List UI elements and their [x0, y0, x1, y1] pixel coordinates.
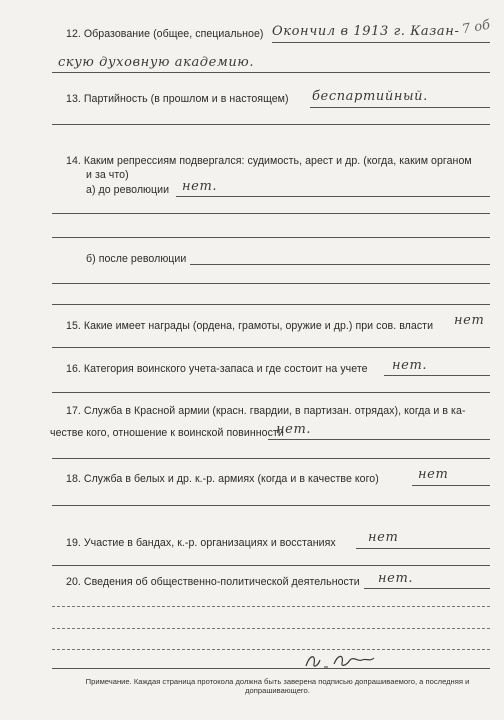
q13-answer: беспартийный. [312, 89, 428, 104]
q15-answer: нет [454, 313, 485, 328]
q12-answer-line1: Окончил в 1913 г. Казан- [272, 24, 460, 39]
q14-after-answer-line [190, 264, 490, 265]
q14-after-label: б) после революции [86, 253, 187, 265]
q14-label-line1: 14. Каким репрессиям подвергался: судимость, арест и др. (когда, каким органом [66, 155, 472, 167]
q20-label: 20. Сведения об общественно-политической деятельности [66, 576, 360, 588]
q20-line-a [52, 606, 490, 607]
q18-answer-line [412, 485, 490, 486]
q18-line [52, 505, 490, 506]
q17-label-line1: 17. Служба в Красной армии (красн. гвардии, в партизан. отрядах), когда и в ка- [66, 405, 466, 417]
q14-before-label: а) до революции [86, 184, 170, 196]
q17-label-line2: честве кого, отношение к воинской повинности [50, 427, 284, 439]
q19-line [52, 565, 490, 566]
q20-line-d [52, 668, 490, 669]
q19-answer: нет [368, 530, 399, 545]
q13-line-2 [52, 124, 490, 125]
q20-line-b [52, 628, 490, 629]
q14-before-answer-line [176, 196, 490, 197]
q20-line-c [52, 649, 490, 650]
q19-answer-line [356, 548, 490, 549]
page-number: 7 об [460, 17, 492, 38]
q18-answer: нет [418, 467, 449, 482]
q17-line [52, 458, 490, 459]
q12-answer-line2: скую духовную академию. [58, 55, 255, 70]
q12-label: 12. Образование (общее, специальное) [66, 28, 264, 40]
q15-line [52, 347, 490, 348]
q16-label: 16. Категория воинского учета-запаса и где состоит на учете [66, 363, 368, 375]
q20-answer: нет. [378, 571, 414, 586]
q13-label: 13. Партийность (в прошлом и в настоящем) [66, 93, 289, 105]
q16-answer: нет. [392, 358, 428, 373]
q13-answer-line [310, 107, 490, 108]
q14-label-line2: и за что) [86, 169, 129, 181]
q14-line-a [52, 213, 490, 214]
q17-answer: нет. [276, 422, 312, 437]
q15-label: 15. Какие имеет награды (ордена, грамоты, оружие и др.) при сов. власти [66, 320, 434, 332]
q19-label: 19. Участие в бандах, к.-р. организациях и восстаниях [66, 537, 336, 549]
q16-answer-line [384, 375, 490, 376]
q14-before-answer: нет. [182, 179, 218, 194]
q14-line-b [52, 237, 490, 238]
q14-line-c [52, 283, 490, 284]
q14-line-d [52, 304, 490, 305]
q18-label: 18. Служба в белых и др. к.-р. армиях (когда и в качестве кого) [66, 473, 379, 485]
q17-answer-line [268, 439, 490, 440]
signature-mark [300, 648, 380, 672]
q16-line [52, 392, 490, 393]
q20-answer-line [364, 588, 490, 589]
q12-line-2 [52, 72, 490, 73]
q12-answer-line [272, 42, 490, 43]
footnote: Примечание. Каждая страница протокола должна быть заверена подписью допрашиваемого, а последняя и допрашивающего. [85, 677, 470, 695]
